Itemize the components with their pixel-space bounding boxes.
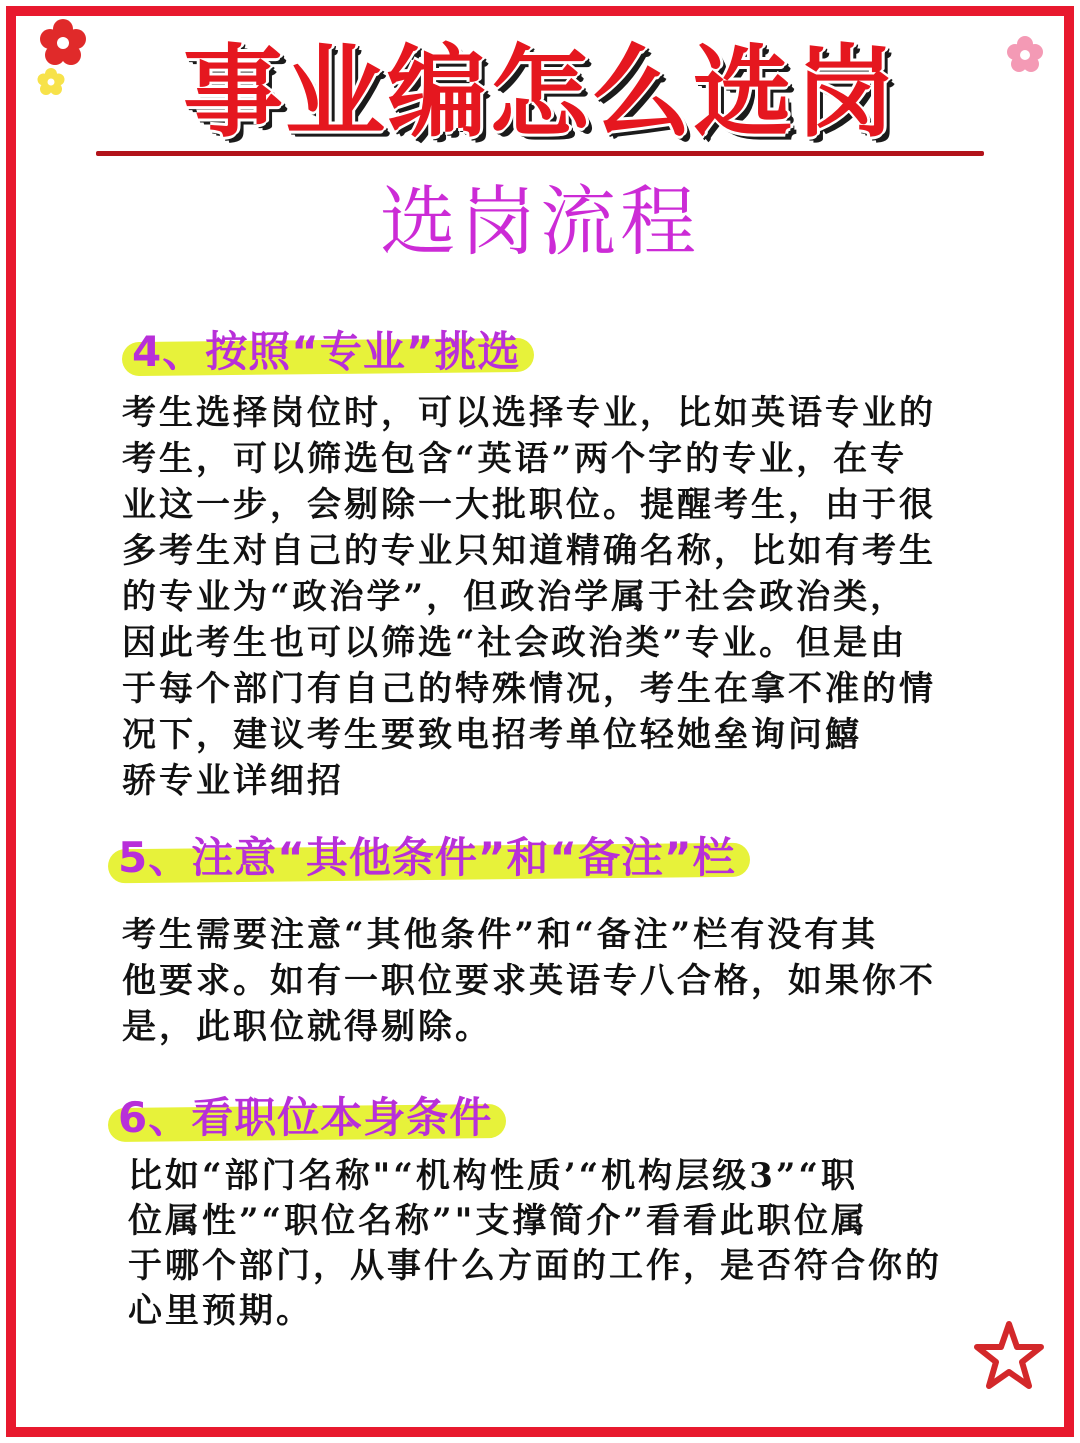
- section-body: 考生选择岗位时，可以选择专业，比如英语专业的 考生，可以筛选包含“英语”两个字的专业，在专 业这一步，会剔除一大批职位。提醒考生，由于很 多考生对自己的专业只知道精确名称，比如有考生 的专业为“政治学”，但政治学属于社会政治类， 因此考生也可以筛选“社会政治类”专业。但是由 于每个部门有自己的特殊情况，考生在拿不准的情 况下，建议考生要致电招考单位轻她垒询问鱚 骄专业详细招: [122, 393, 936, 801]
- section-body: 考生需要注意“其他条件”和“备注”栏有没有其 他要求。如有一职位要求英语专八合格，如果你不 是，此职位就得剔除。: [122, 915, 936, 1047]
- section-heading-text: 4、按照“专业”挑选: [132, 327, 521, 376]
- section-heading: [118, 830, 736, 886]
- page-subtitle: 选岗流程: [380, 177, 700, 266]
- star-icon: [974, 1320, 1044, 1390]
- section-body: 比如“部门名称"“机构性质’“机构层级3”“职 位属性”“职位名称”"支撑简介”看看此职位属 于哪个部门，从事什么方面的工作，是否符合你的 心里预期。: [128, 1156, 942, 1331]
- section-heading-text: 5、注意“其他条件”和“备注”栏: [118, 833, 736, 882]
- title-divider: [96, 151, 984, 156]
- page-title: 事业编怎么选岗: [183, 34, 897, 151]
- section-heading: [132, 324, 520, 380]
- section-heading: [118, 1090, 492, 1146]
- section-heading-text: 6、看职位本身条件: [118, 1093, 493, 1142]
